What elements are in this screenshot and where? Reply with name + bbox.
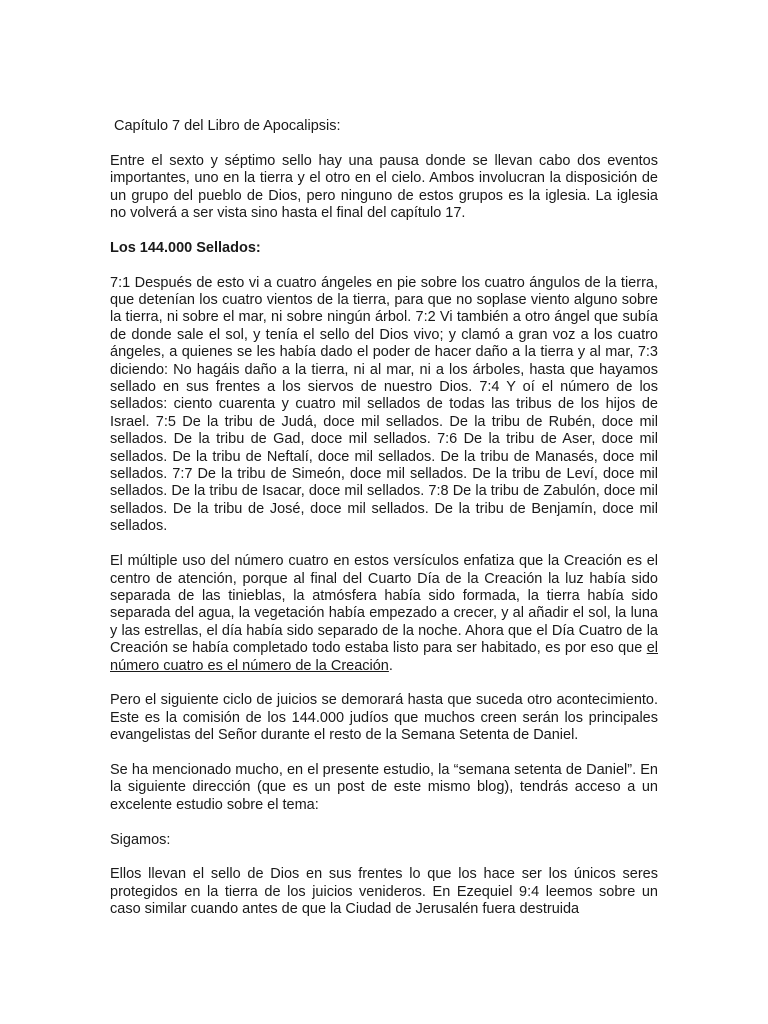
mention-paragraph: Se ha mencionado mucho, en el presente estudio, la “semana setenta de Daniel”. En la siguiente dirección (que es un post de este mismo blog), tendrás acceso a un excelente estudio sobre el tema: <box>110 761 658 813</box>
number-four-paragraph <box>110 553 658 675</box>
verses-paragraph: 7:1 Después de esto vi a cuatro ángeles en pie sobre los cuatro ángulos de la tierra, que detenían los cuatro vientos de la tierra, para que no soplase viento alguno sobre la tierra, ni sobre el mar, ni sobre ningún árbol. 7:2 Vi también a otro ángel que subía de donde sale el sol, y tenía el sello del Dios vivo; y clamó a gran voz a los cuatro ángeles, a quienes se les había dado el poder de hacer daño a la tierra y al mar, 7:3 diciendo: No hagáis daño a la tierra, ni al mar, ni a los árboles, hasta que hayamos sellado en sus frentes a los siervos de nuestro Dios. 7:4 Y oí el número de los sellados: ciento cuarenta y cuatro mil sellados de todas las tribus de los hijos de Israel. 7:5 De la tribu de Judá, doce mil sellados. De la tribu de Rubén, doce mil sellados. De la tribu de Gad, doce mil sellados. 7:6 De la tribu de Aser, doce mil sellados. De la tribu de Neftalí, doce mil sellados. De la tribu de Manasés, doce mil sellados. 7:7 De la tribu de Simeón, doce mil sellados. De la tribu de Leví, doce mil sellados. De la tribu de Isacar, doce mil sellados. 7:8 De la tribu de Zabulón, doce mil sellados. De la tribu de José, doce mil sellados. De la tribu de Benjamín, doce mil sellados. <box>110 274 658 535</box>
section-heading: Los 144.000 Sellados: <box>110 239 261 256</box>
continue-paragraph: Sigamos: <box>110 831 171 848</box>
number-four-underlined-text: el número cuatro es el número de la Creación <box>110 640 658 674</box>
next-cycle-paragraph: Pero el siguiente ciclo de juicios se demorará hasta que suceda otro acontecimiento. Este es la comisión de los 144.000 judíos que muchos creen serán los principales evangelistas del Señor durante el resto de la Semana Setenta de Daniel. <box>110 692 658 744</box>
seal-paragraph: Ellos llevan el sello de Dios en sus frentes lo que los hace ser los únicos seres protegidos en la tierra de los juicios venideros. En Ezequiel 9:4 leemos sobre un caso similar cuando antes de que la Ciudad de Jerusalén fuera destruida <box>110 866 658 918</box>
chapter-title: Capítulo 7 del Libro de Apocalipsis: <box>114 118 341 134</box>
intro-paragraph: Entre el sexto y séptimo sello hay una pausa donde se llevan cabo dos eventos importantes, uno en la tierra y el otro en el cielo. Ambos involucran la disposición de un grupo del pueblo de Dios, pero ninguno de estos grupos es la iglesia. La iglesia no volverá a ser vista sino hasta el final del capítulo 17. <box>110 152 658 222</box>
number-four-text: El múltiple uso del número cuatro en estos versículos enfatiza que la Creación es el centro de atención, porque al final del Cuarto Día de la Creación la luz había sido separada de las tinieblas, la atmósfera había sido formada, la tierra había sido separada del agua, la vegetación había empezado a crecer, y al añadir el sol, la luna y las estrellas, el día había sido separado de la noche. Ahora que el Día Cuatro de la Creación se había completado todo estaba listo para ser habitado, es por eso que <box>110 553 658 657</box>
document-page <box>110 118 658 936</box>
number-four-end: . <box>388 657 393 674</box>
